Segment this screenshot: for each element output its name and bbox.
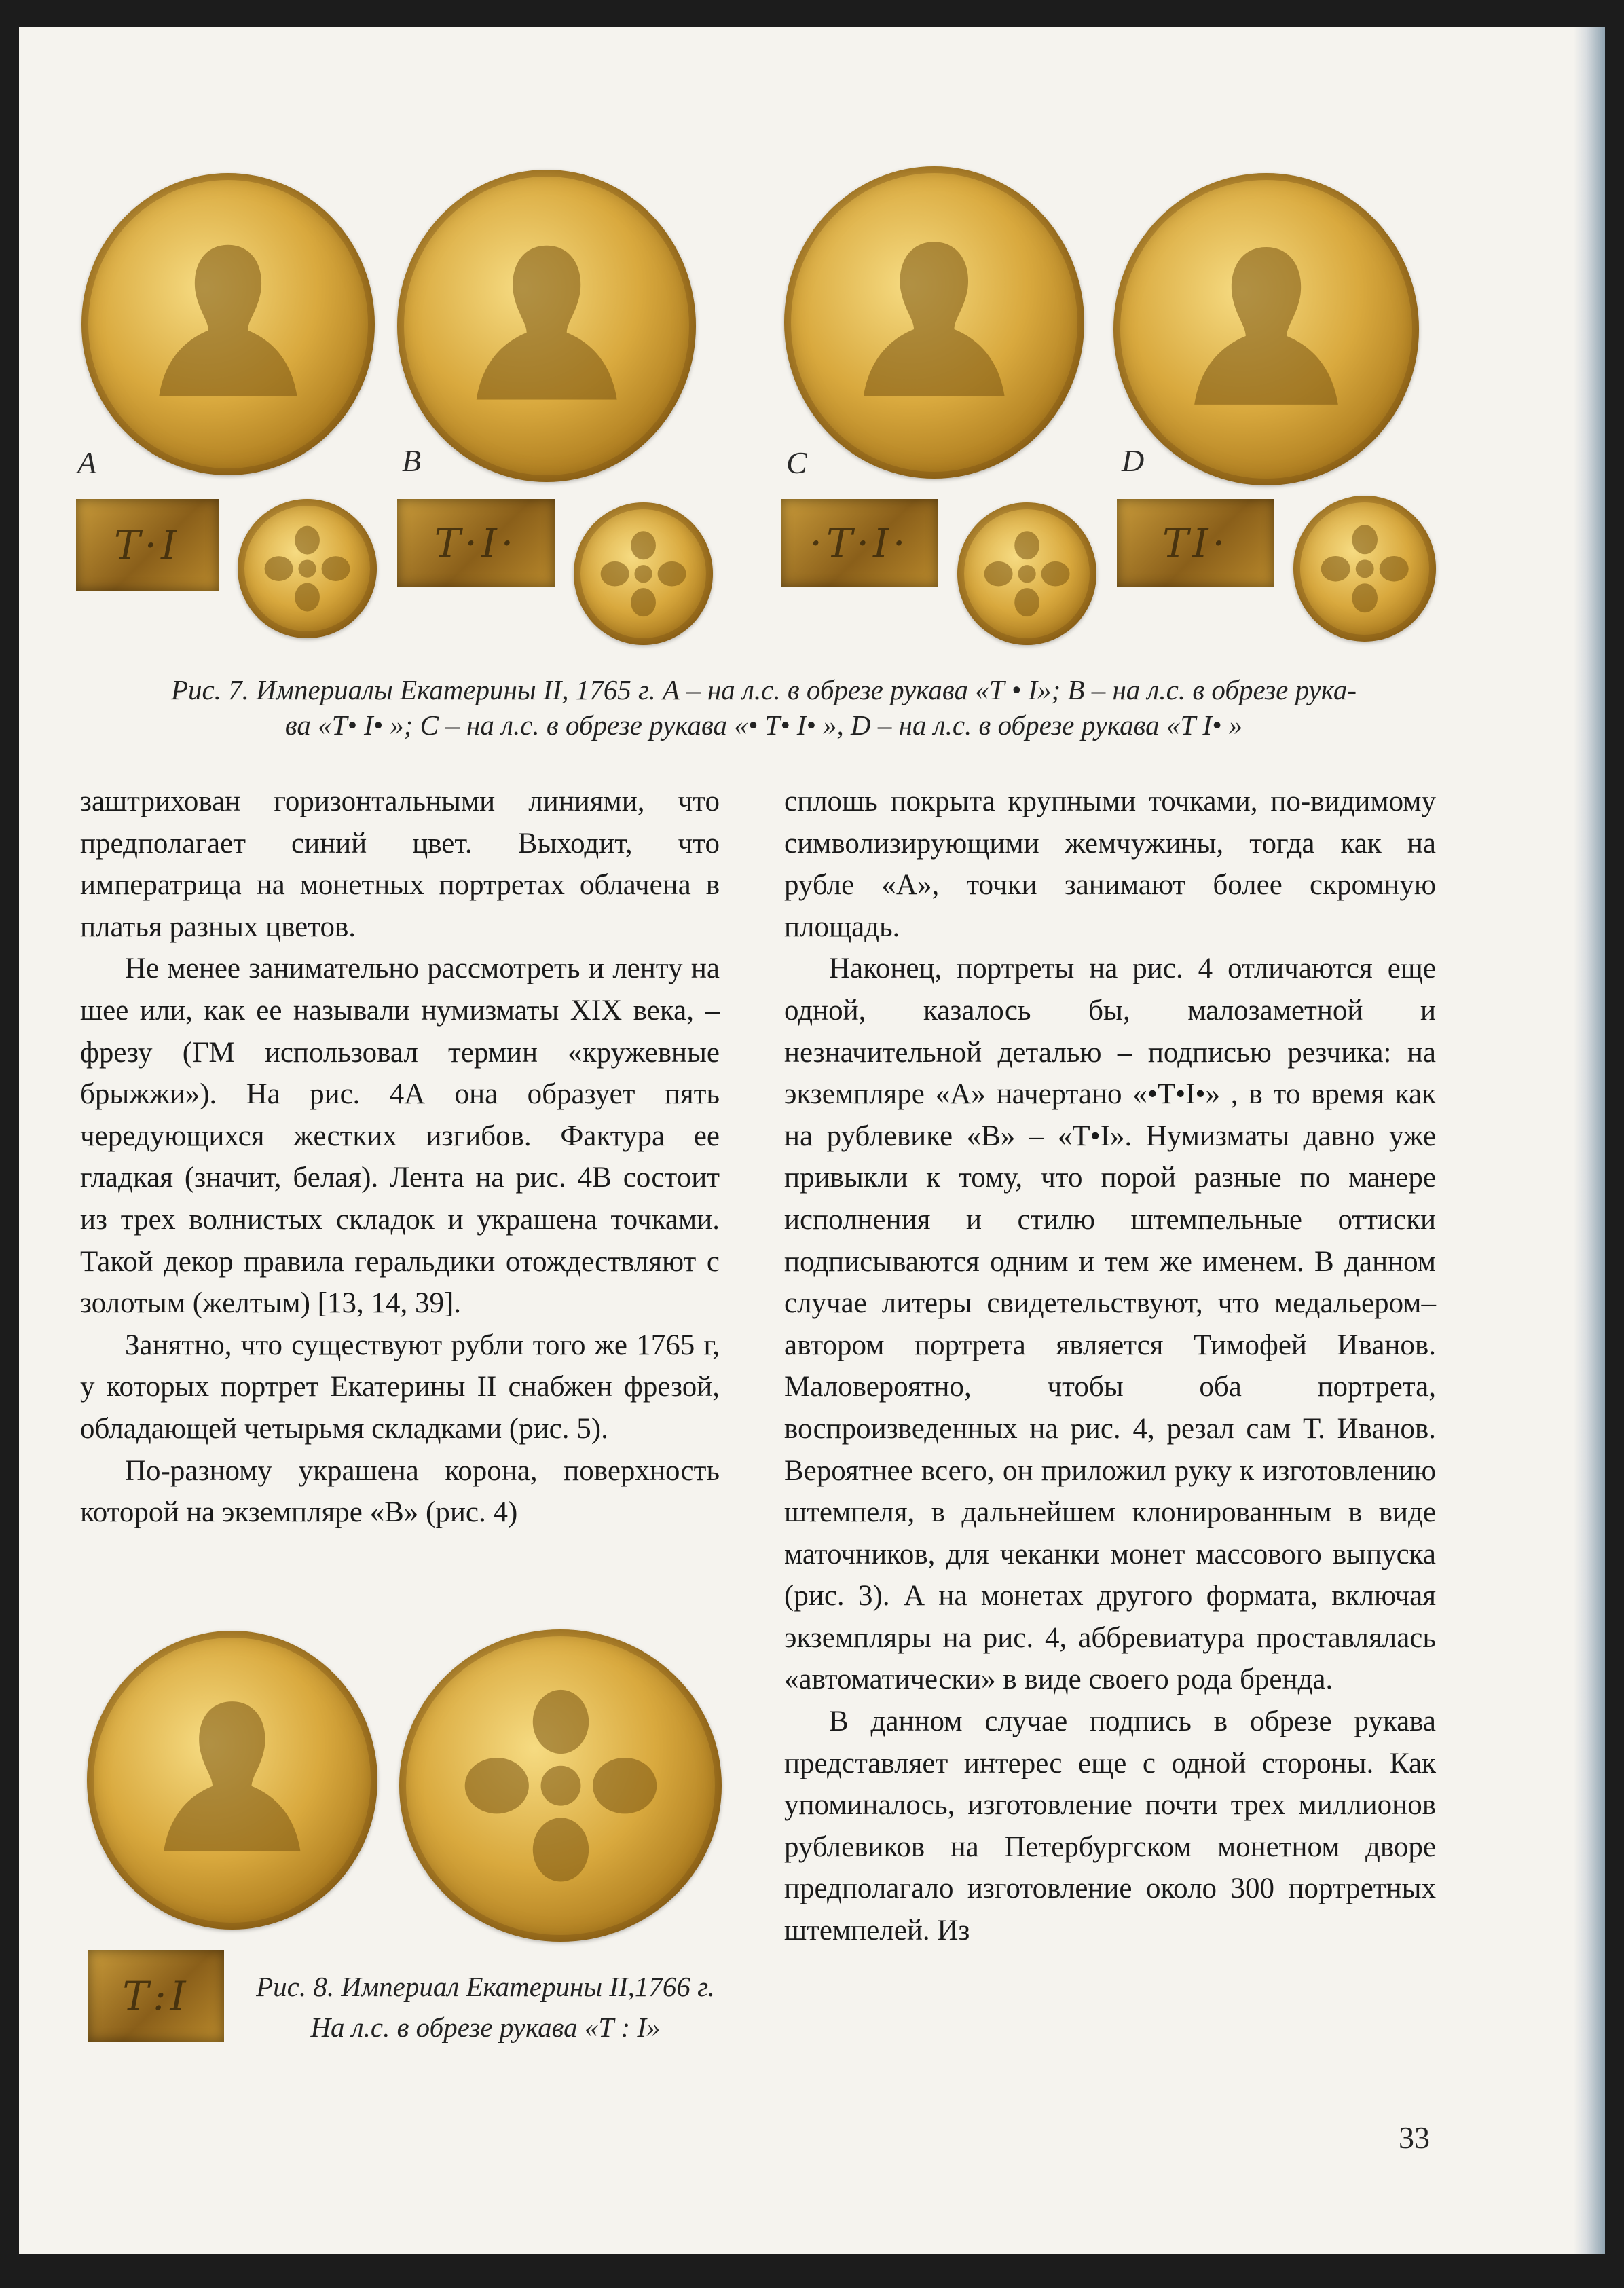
figure-8-caption-line-2: На л.с. в обрезе рукава «Т : І» (310, 2012, 661, 2043)
figure-8-caption-line-1: Рис. 8. Империал Екатерины II,1766 г. (256, 1971, 715, 2002)
figure-8-caption (238, 1966, 733, 2048)
right-paragraph-1: сплошь покрыта крупными точками, по-видимому символизирующими жемчужины, тогда как на рубле «А», точки занимают более скромную площадь. (784, 786, 1436, 943)
left-text-column (80, 781, 720, 1534)
portrait-icon (850, 217, 1018, 435)
sleeve-mark-detail-b: Т·І· (397, 499, 555, 587)
book-spine-edge (1574, 27, 1605, 2254)
cross-of-shields-icon (263, 524, 352, 613)
coin-reverse-1766 (399, 1629, 722, 1942)
coin-reverse-c (957, 502, 1096, 645)
cross-of-shields-icon (982, 528, 1071, 619)
figure-7-caption-line-2: ва «Т• І• »; С – на л.с. в обрезе рукава «• Т• І• », D – на л.с. в обрезе рукава «Т І• » (284, 709, 1243, 741)
coin-obverse-1766 (87, 1631, 377, 1930)
left-paragraph-2: Не менее занимательно рассмотреть и ленту на шее или, как ее называли нумизматы XIX века, – фрезу (ГМ использовал термин «кружевные брыжжи»). На рис. 4А она образует пять чередующихся жестких изгибов. Фактура ее гладкая (значит, белая). Лента на рис. 4В состоит из трех волнистых складок и украшена точками. Такой декор правила геральдики отождествляют с золотым (желтым) [13, 14, 39]. (80, 953, 720, 1320)
right-text-column (784, 781, 1436, 1952)
coin-label-c: C (786, 445, 807, 480)
coin-reverse-d (1293, 496, 1436, 642)
portrait-icon (1181, 223, 1352, 442)
sleeve-mark-detail-1766: Т:І (88, 1950, 224, 2042)
coin-label-b: B (402, 443, 422, 478)
sleeve-mark-detail-d: ТІ· (1117, 499, 1274, 587)
coin-label-a: A (77, 445, 97, 480)
coin-obverse-a (81, 173, 375, 475)
coin-reverse-a (238, 499, 377, 638)
left-paragraph-4: По-разному украшена корона, поверхность которой на экземпляре «В» (рис. 4) (80, 1454, 720, 1529)
left-paragraph-3: Занятно, что существуют рубли того же 1765 г, у которых портрет Екатерины II снабжен фрезой, обладающей четырьмя складками (рис. 5). (80, 1329, 720, 1445)
cross-of-shields-icon (599, 528, 688, 619)
coin-obverse-d (1113, 173, 1419, 485)
sleeve-mark-detail-c: ·Т·І· (781, 499, 938, 587)
portrait-icon (463, 220, 630, 439)
cross-of-shields-icon (1319, 522, 1410, 616)
portrait-icon (146, 221, 310, 433)
figure-7-caption (68, 672, 1460, 743)
left-paragraph-1: заштрихован горизонтальными линиями, что предполагает синий цвет. Выходит, что императрица на монетных портретах облачена в платья разных цветов. (80, 786, 720, 943)
coin-reverse-b (574, 502, 713, 645)
right-paragraph-2: Наконец, портреты на рис. 4 отличаются еще одной, казалось бы, малозаметной и незначительной деталью – подписью резчика: на экземпляре «А» начертано «•Т•І•» , в то время как на рублевике «В» – «Т•І». Нумизматы давно уже привыкли к тому, что порой разные по манере исполнения и стилю штемпельные оттиски подписываются одним и тем же именем. В данном случае литеры свидетельствуют, что медальером–автором портрета является Тимофей Иванов. Маловероятно, чтобы оба портрета, воспроизведенных на рис. 4, резал сам Т. Иванов. Вероятнее всего, он приложил руку к изготовлению штемпеля, в дальнейшем клонированным в виде маточников, для чеканки монет массового выпуска (рис. 3). А на монетах другого формата, включая экземпляры на рис. 4, аббревиатура проставлялась «автоматически» в виде своего рода бренда. (784, 953, 1436, 1696)
right-paragraph-3: В данном случае подпись в обрезе рукава представляет интерес еще с одной стороны. Как упоминалось, изготовление почти трех миллионов рублевиков на Петербургском монетном дворе предполагало изготовление около 300 портретных штемпелей. Из (784, 1705, 1436, 1947)
coin-obverse-c (784, 166, 1084, 479)
figure-7-caption-line-1: Рис. 7. Империалы Екатерины II, 1765 г. А – на л.с. в обрезе рукава «Т • І»; В – на л.с. в обрезе рука- (170, 674, 1357, 705)
portrait-icon (151, 1678, 314, 1887)
page-number: 33 (1399, 2120, 1430, 2155)
sleeve-mark-detail-a: Т·І (76, 499, 219, 591)
coin-label-d: D (1122, 443, 1145, 478)
coin-obverse-b (397, 170, 696, 482)
cross-of-shields-icon (458, 1686, 664, 1885)
